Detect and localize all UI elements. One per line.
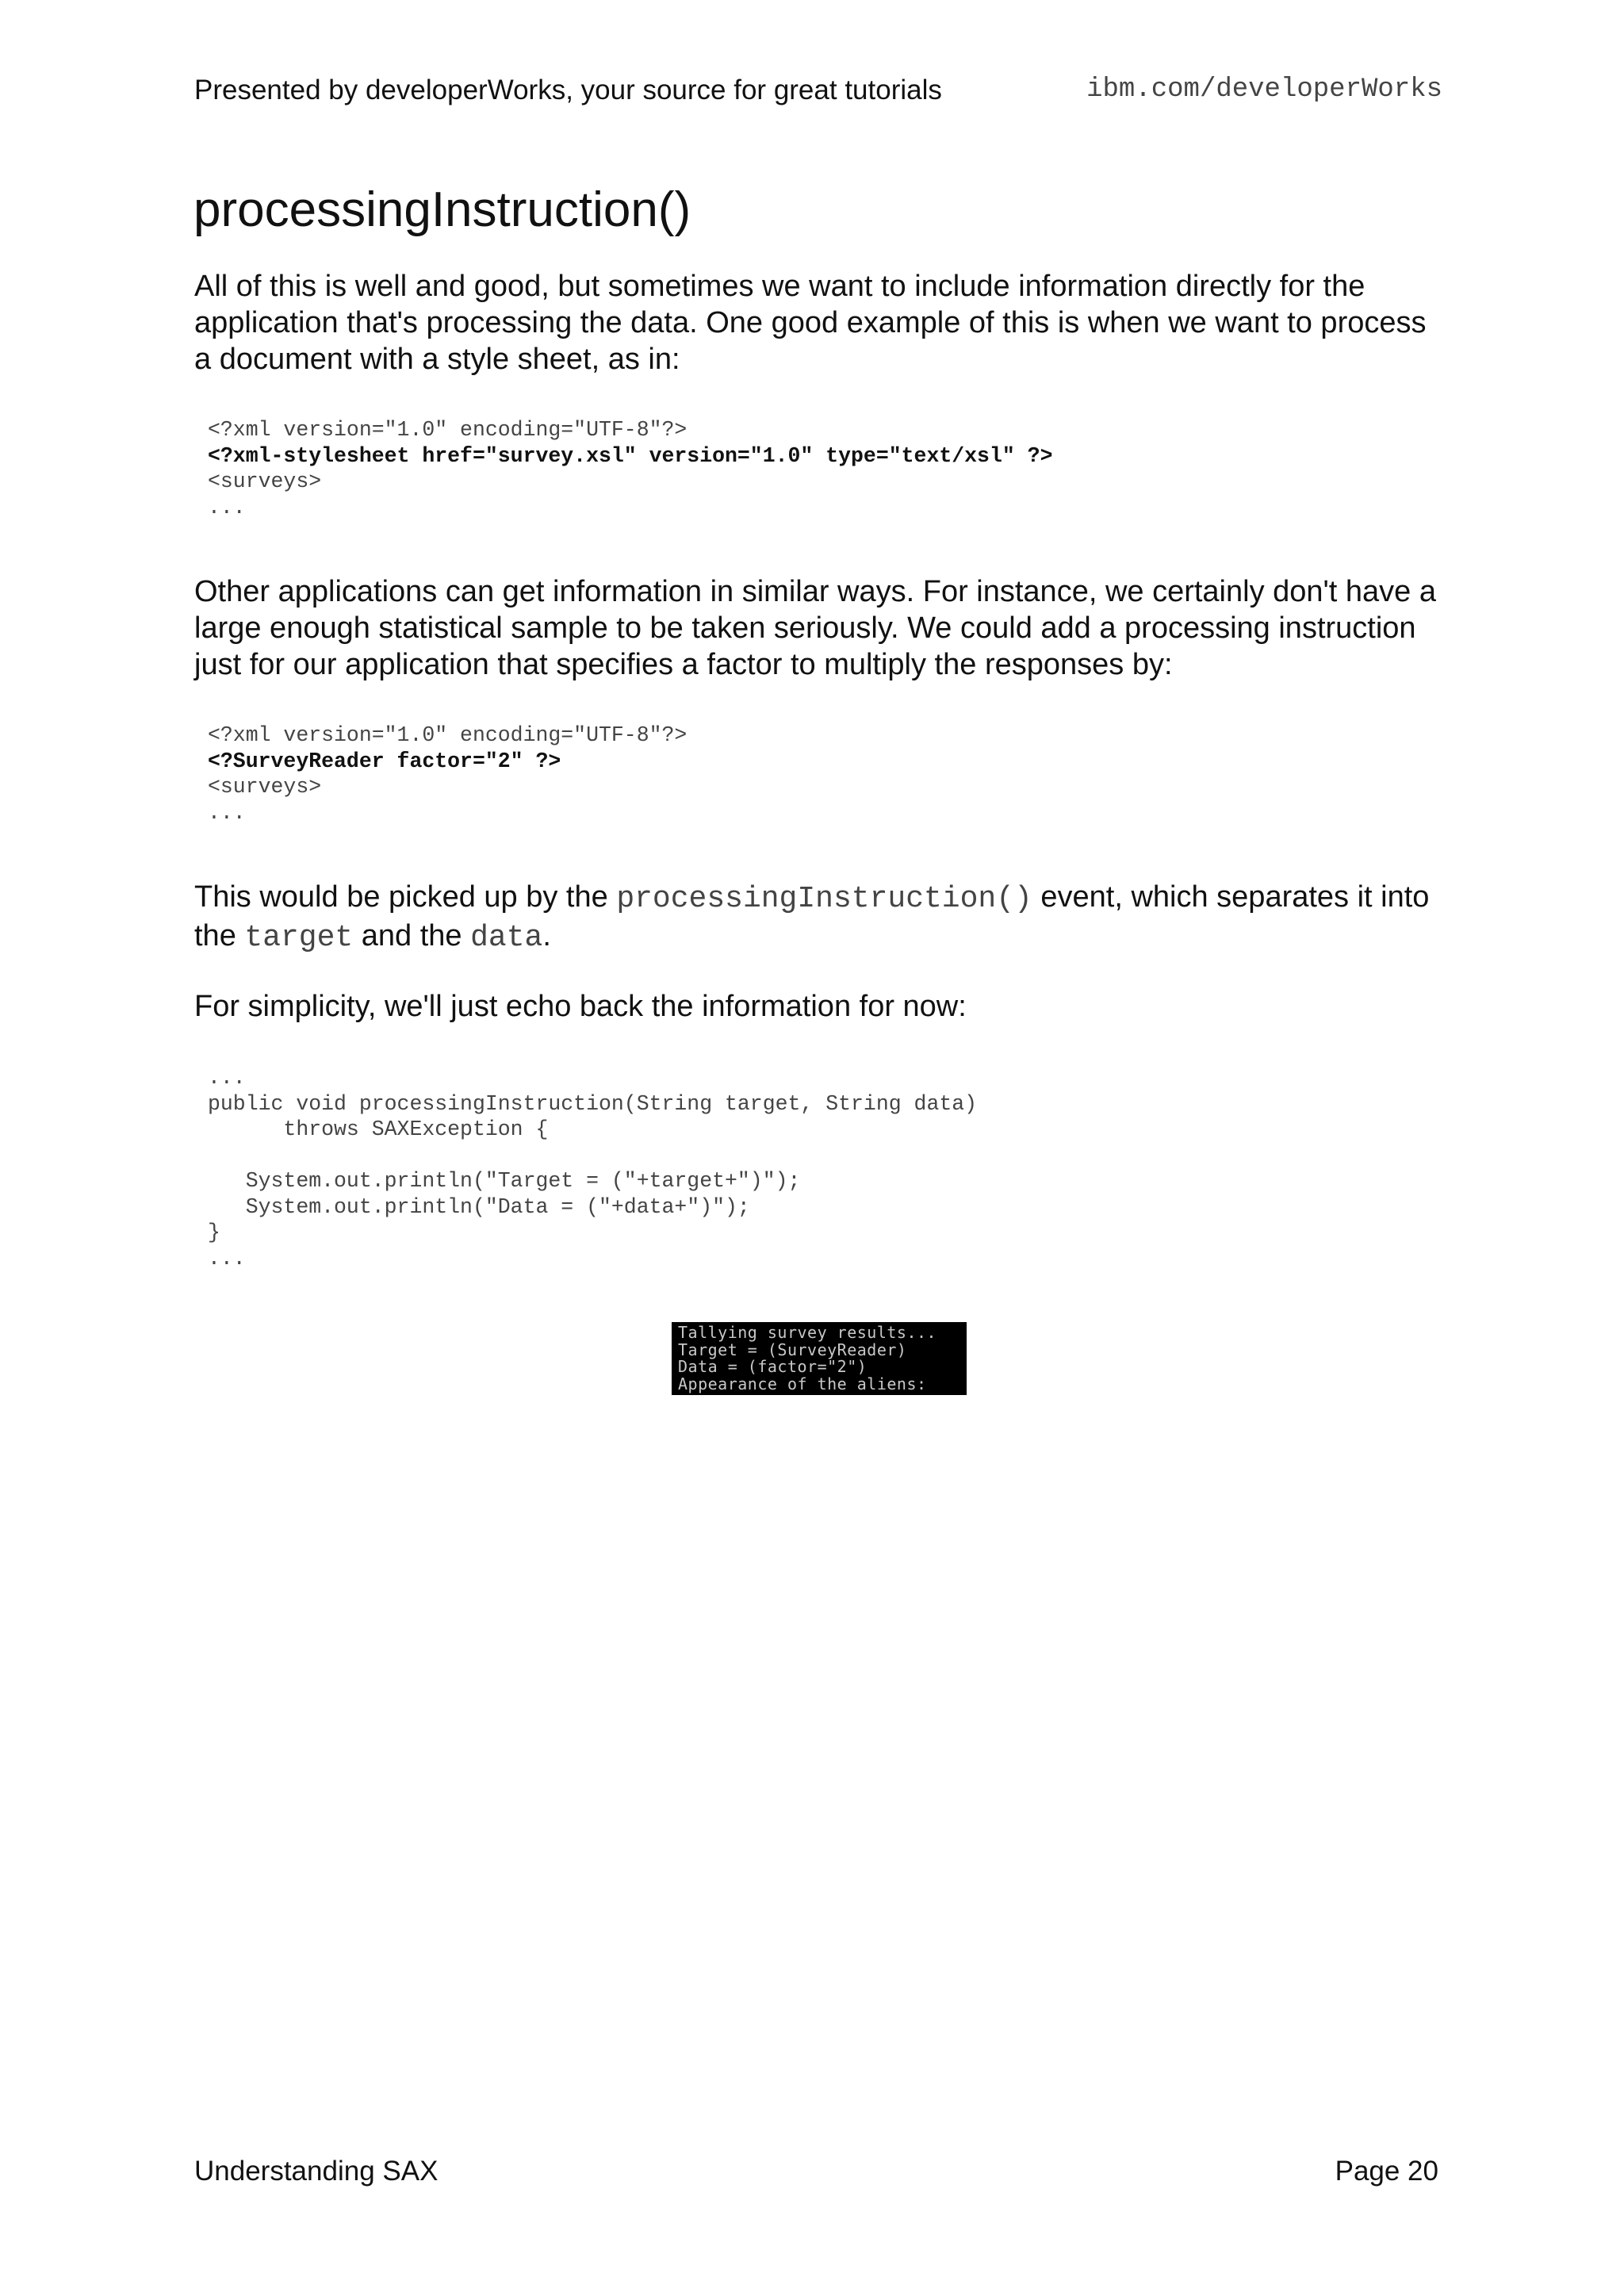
text-run: This would be picked up by the	[194, 880, 617, 914]
console-line: Target = (SurveyReader)	[678, 1340, 907, 1359]
code-line: public void processingInstruction(String target, String data)	[208, 1091, 978, 1116]
text-run: event, which separates it into the	[194, 880, 1430, 953]
paragraph-other-applications: Other applications can get information in similar ways. For instance, we certainly don't have a large enough statistical sample to be taken seriously. We could add a processing instruction just for our application that specifies a factor to multiply the responses by:	[194, 575, 1436, 681]
header-publisher: Presented by developerWorks, your source for great tutorials	[194, 75, 942, 105]
inline-code-data: data	[470, 921, 543, 955]
code-line-highlight: <?SurveyReader factor="2" ?>	[208, 749, 561, 773]
text-run: and the	[353, 919, 471, 953]
code-line-highlight: <?xml-stylesheet href="survey.xsl" version="1.0" type="text/xsl" ?>	[208, 443, 1053, 468]
header-site-link[interactable]: ibm.com/developerWorks	[1086, 75, 1442, 105]
console-output-screenshot	[672, 1322, 967, 1395]
footer-tutorial-title: Understanding SAX	[194, 2156, 439, 2187]
console-line: Tallying survey results...	[678, 1323, 937, 1342]
code-line: <?xml version="1.0" encoding="UTF-8"?>	[208, 723, 688, 747]
code-line: <surveys>	[208, 470, 322, 493]
console-line: Appearance of the aliens:	[678, 1374, 927, 1393]
code-line: }	[208, 1221, 220, 1244]
code-line: throws SAXException {	[208, 1117, 549, 1141]
code-line: System.out.println("Target = ("+target+")");	[208, 1169, 801, 1193]
code-line: <?xml version="1.0" encoding="UTF-8"?>	[208, 418, 688, 442]
code-line: ...	[208, 800, 246, 825]
paragraph-intro: All of this is well and good, but sometimes we want to include information directly for the application that's processing the data. One good example of this is when we want to process a document with a style sheet, as in:	[194, 270, 1427, 376]
code-block-java-method	[208, 1065, 977, 1271]
paragraph-simplicity: For simplicity, we'll just echo back the information for now:	[194, 990, 967, 1023]
code-block-surveyreader	[208, 723, 687, 826]
code-line: <surveys>	[208, 775, 322, 799]
code-line: ...	[208, 1066, 246, 1090]
text-run: .	[542, 919, 551, 953]
section-title: processingInstruction()	[193, 182, 691, 237]
code-block-stylesheet	[208, 417, 1052, 520]
console-line: Data = (factor="2")	[678, 1357, 868, 1376]
inline-code-target: target	[244, 921, 354, 955]
inline-code-method: processingInstruction()	[616, 882, 1032, 916]
code-line: ...	[208, 1246, 246, 1271]
paragraph-event-description	[194, 879, 1447, 956]
footer-page-number: Page 20	[1335, 2156, 1438, 2187]
code-line: System.out.println("Data = ("+data+")");	[208, 1194, 750, 1219]
code-line: ...	[208, 495, 246, 519]
